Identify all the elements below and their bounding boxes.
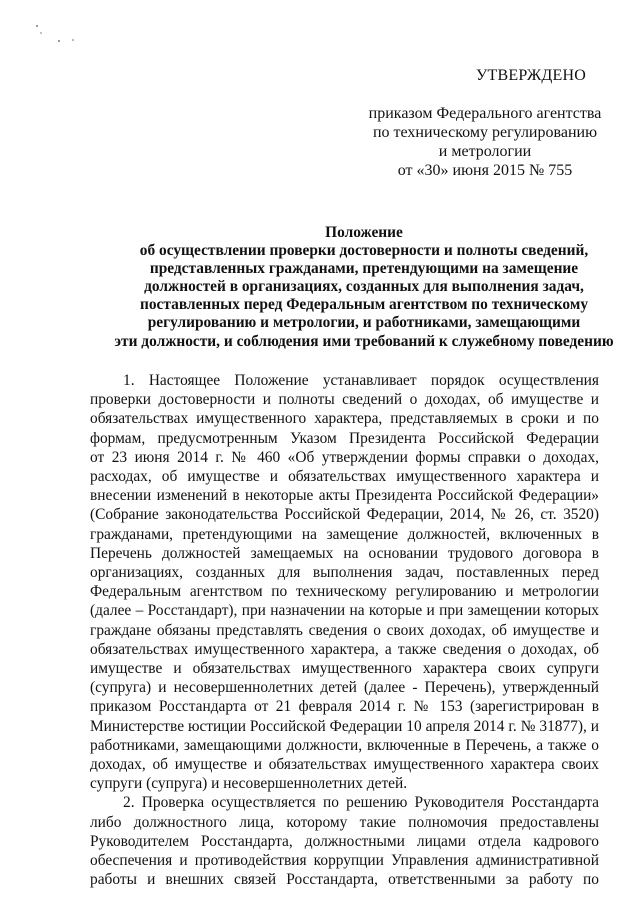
paragraph-2 (90, 793, 599, 889)
paragraph-line: расходах, об имуществе и обязательствах имущественного характера и (90, 468, 599, 486)
paragraph-line: доходах, об имуществе и обязательствах имущественного характера своих (90, 756, 599, 774)
title-line: должностей в организациях, созданных для выполнения задач, (144, 278, 584, 296)
paragraph-line: проверки достоверности и полноты сведений о доходах, об имуществе и (90, 391, 599, 409)
paragraph-line: обязательствах имущественного характера, а также сведения о доходах, об (90, 640, 599, 658)
paragraph-line: имуществе и обязательствах имущественного характера своих супруги (90, 660, 599, 678)
paragraph-line: работы и внешних связей Росстандарта, ответственными за работу по (90, 871, 599, 889)
paragraph-line: Федеральным агентством по техническому регулированию и метрологии (90, 583, 599, 601)
approval-stamp (360, 66, 610, 180)
approval-line: от «30» июня 2015 № 755 (397, 162, 573, 179)
paragraph-line: либо должностного лица, которому такие полномочия предоставлены (90, 813, 599, 831)
paragraph-line: супруги (супруга) и несовершеннолетних детей. (90, 775, 408, 793)
approval-line: приказом Федерального агентства (368, 105, 602, 122)
paragraph-1 (90, 371, 599, 793)
paragraph-line: Министерстве юстиции Российской Федерации 10 апреля 2014 г. № 31877), и (90, 717, 599, 735)
paragraph-line: от 23 июня 2014 г. № 460 «Об утверждении формы справки о доходах, (90, 448, 599, 466)
paragraph-line: обеспечения и противодействия коррупции Управления административной (90, 852, 599, 870)
paragraph-line: внесении изменений в некоторые акты Президента Российской Федерации» (90, 487, 599, 505)
title-line: поставленных перед Федеральным агентством по техническому (139, 296, 589, 314)
title-line: об осуществлении проверки достоверности и полноты сведений, (139, 242, 589, 260)
paragraph-line: 2. Проверка осуществляется по решению Руководителя Росстандарта (123, 794, 599, 812)
paragraph-line: организациях, созданных для выполнения задач, поставленных перед (90, 564, 599, 582)
paragraph-line: приказом Росстандарта от 21 февраля 2014 г. № 153 (зарегистрирован в (90, 698, 599, 716)
document-title (94, 224, 634, 351)
paragraph-line: граждане обязаны представлять сведения о своих доходах, об имуществе и (90, 621, 599, 639)
approval-details (360, 104, 610, 180)
paragraph-line: гражданами, претендующими на замещение должностей, включенных в (90, 525, 599, 543)
document-body (90, 371, 599, 889)
paragraph-line: (супруга) и несовершеннолетних детей (далее - Перечень), утвержденный (90, 679, 599, 697)
paragraph-line: Перечень должностей замещаемых на основании трудового договора в (90, 544, 599, 562)
paragraph-line: (далее – Росстандарт), при назначении на которые и при замещении которых (90, 602, 599, 620)
paragraph-line: формам, предусмотренным Указом Президента Российской Федерации (90, 429, 599, 447)
paragraph-line: работниками, замещающими должности, включенные в Перечень, а также о (90, 736, 599, 754)
paragraph-line: (Собрание законодательства Российской Федерации, 2014, № 26, ст. 3520) (90, 506, 599, 524)
title-line: Положение (325, 224, 403, 241)
paragraph-line: Руководителем Росстандарта, должностными лицами отдела кадрового (90, 832, 599, 850)
scan-specks (0, 0, 120, 60)
title-line: регулированию и метрологии, и работниками, замещающими (147, 314, 581, 332)
paragraph-line: 1. Настоящее Положение устанавливает порядок осуществления (123, 372, 599, 389)
paragraph-line: обязательствах имущественного характера, представляемых в сроки и по (90, 410, 599, 428)
title-line: эти должности, и соблюдения ими требований к служебному поведению (114, 332, 614, 350)
title-line: представленных гражданами, претендующими на замещение (149, 260, 579, 278)
approval-line: и метрологии (438, 143, 532, 160)
approval-line: по техническому регулированию (372, 124, 598, 141)
approval-heading: УТВЕРЖДЕНО (475, 67, 586, 84)
